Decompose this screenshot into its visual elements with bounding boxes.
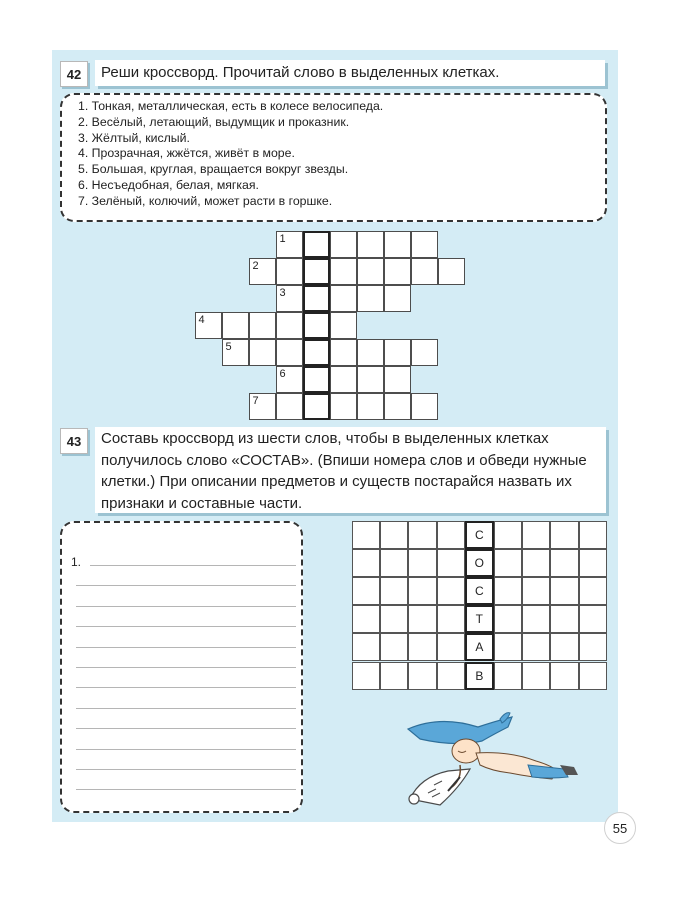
grid-cell[interactable] <box>380 577 409 605</box>
crossword-number: 7 <box>252 394 259 407</box>
crossword-number: 1 <box>279 232 286 245</box>
keyword-cell[interactable]: А <box>465 633 494 661</box>
grid-cell[interactable] <box>579 521 608 549</box>
keyword-cell[interactable]: С <box>465 521 494 549</box>
keyword-cell[interactable]: В <box>465 662 494 690</box>
answer-line[interactable] <box>76 789 296 790</box>
task-42-instruction: Реши кроссворд. Прочитай слово в выделенных клетках. <box>95 60 605 86</box>
grid-cell[interactable] <box>522 549 551 577</box>
grid-cell[interactable] <box>408 633 437 661</box>
grid-cell[interactable] <box>522 521 551 549</box>
crossword-number: 4 <box>198 313 205 326</box>
grid-cell[interactable] <box>408 662 437 690</box>
clue-item: 5. Большая, круглая, вращается вокруг звезды. <box>78 162 349 177</box>
answer-line[interactable] <box>76 606 296 607</box>
grid-cell[interactable] <box>352 549 381 577</box>
grid-cell[interactable] <box>380 521 409 549</box>
task-43-instruction: Составь кроссворд из шести слов, чтобы в выделенных клетках получилось слово «СОСТАВ». (Впиши номера слов и обведи нужные клетки.) При описании предметов и существ постарайся назвать их признаки и составные части. <box>95 427 606 513</box>
task-42-number: 42 <box>60 61 88 87</box>
grid-cell[interactable] <box>437 633 466 661</box>
grid-cell[interactable] <box>494 577 523 605</box>
grid-cell[interactable] <box>550 549 579 577</box>
answer-line[interactable] <box>76 647 296 648</box>
grid-cell[interactable] <box>550 633 579 661</box>
grid-cell[interactable] <box>380 549 409 577</box>
clue-item: 6. Несъедобная, белая, мягкая. <box>78 177 259 192</box>
grid-cell[interactable] <box>352 605 381 633</box>
clue-list <box>60 93 607 222</box>
grid-cell[interactable] <box>380 605 409 633</box>
grid-cell[interactable] <box>408 605 437 633</box>
grid-cell[interactable] <box>494 633 523 661</box>
grid-cell[interactable] <box>550 605 579 633</box>
answer-line[interactable] <box>76 728 296 729</box>
keyword-cell[interactable]: О <box>465 549 494 577</box>
grid-cell[interactable] <box>437 605 466 633</box>
grid-cell[interactable] <box>579 633 608 661</box>
task-43-number: 43 <box>60 428 88 454</box>
clue-item: 3. Жёлтый, кислый. <box>78 130 190 145</box>
answer-line[interactable] <box>76 626 296 627</box>
crossword-number: 2 <box>252 259 259 272</box>
grid-cell[interactable] <box>408 577 437 605</box>
grid-cell[interactable] <box>579 577 608 605</box>
answer-line[interactable] <box>76 708 296 709</box>
grid-cell[interactable] <box>522 662 551 690</box>
keyword-cell[interactable]: Т <box>465 605 494 633</box>
answer-line[interactable] <box>76 667 296 668</box>
clue-item: 2. Весёлый, летающий, выдумщик и проказник. <box>78 114 350 129</box>
grid-cell[interactable] <box>550 521 579 549</box>
answer-line[interactable] <box>76 749 296 750</box>
grid-cell[interactable] <box>494 662 523 690</box>
crossword-number: 5 <box>225 340 232 353</box>
grid-cell[interactable] <box>494 605 523 633</box>
answer-line[interactable] <box>76 769 296 770</box>
grid-cell[interactable] <box>437 662 466 690</box>
grid-cell[interactable] <box>408 549 437 577</box>
answer-lines-box <box>60 521 303 813</box>
grid-cell[interactable] <box>522 577 551 605</box>
grid-cell[interactable] <box>494 549 523 577</box>
clue-item: 7. Зелёный, колючий, может расти в горшке. <box>78 193 333 208</box>
clue-item: 1. Тонкая, металлическая, есть в колесе велосипеда. <box>78 99 384 113</box>
answer-line[interactable] <box>90 565 296 566</box>
grid-cell[interactable] <box>550 662 579 690</box>
answer-line[interactable] <box>76 687 296 688</box>
grid-cell[interactable] <box>494 521 523 549</box>
grid-cell[interactable] <box>579 662 608 690</box>
grid-cell[interactable] <box>437 549 466 577</box>
grid-cell[interactable] <box>579 549 608 577</box>
grid-cell[interactable] <box>550 577 579 605</box>
page-number: 55 <box>604 812 636 844</box>
clue-item: 4. Прозрачная, жжётся, живёт в море. <box>78 146 295 161</box>
grid-cell[interactable] <box>522 605 551 633</box>
grid-cell[interactable] <box>380 633 409 661</box>
grid-cell[interactable] <box>579 605 608 633</box>
gnome-drawing-crossword-icon <box>400 707 590 817</box>
keyword-cell[interactable]: С <box>465 577 494 605</box>
crossword-number: 3 <box>279 286 286 299</box>
answer-line-label: 1. <box>71 555 82 569</box>
grid-cell[interactable] <box>352 633 381 661</box>
grid-cell[interactable] <box>408 521 437 549</box>
grid-cell[interactable] <box>352 521 381 549</box>
crossword-number: 6 <box>279 367 286 380</box>
grid-cell[interactable] <box>352 577 381 605</box>
grid-cell[interactable] <box>522 633 551 661</box>
grid-cell[interactable] <box>437 521 466 549</box>
grid-cell[interactable] <box>352 662 381 690</box>
grid-cell[interactable] <box>437 577 466 605</box>
answer-line[interactable] <box>76 585 296 586</box>
grid-cell[interactable] <box>380 662 409 690</box>
